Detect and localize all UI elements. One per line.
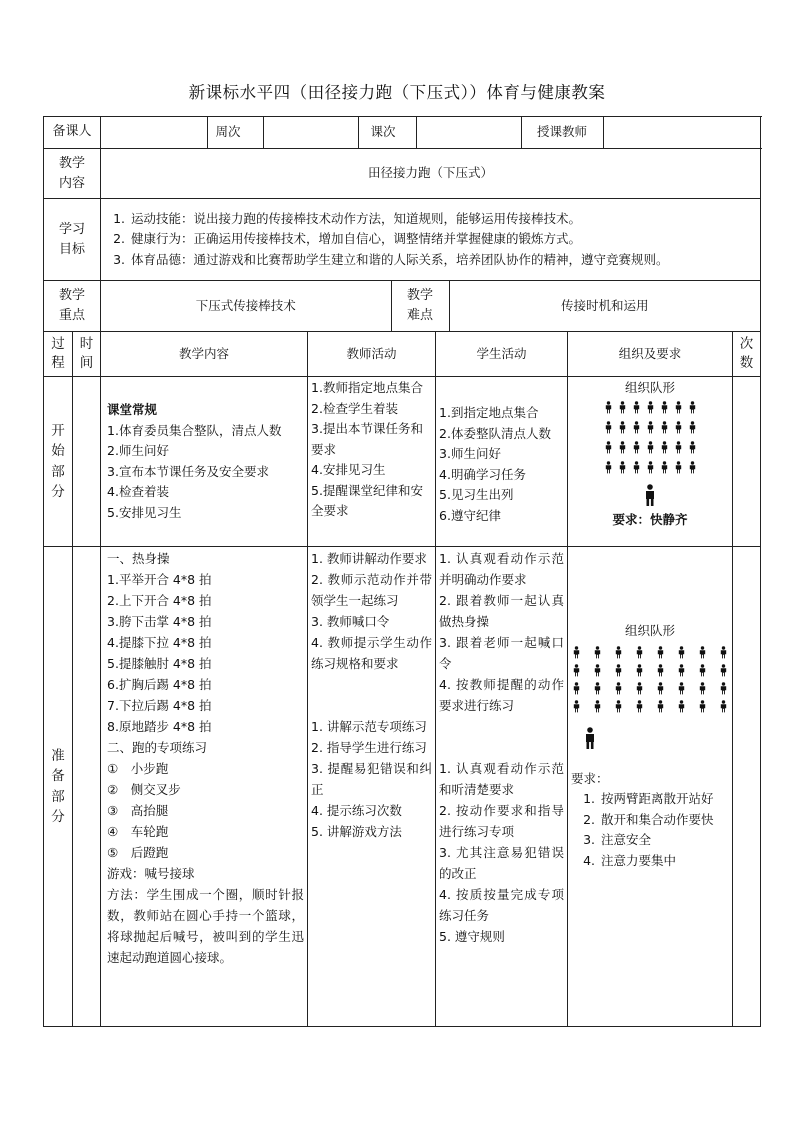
prep-requirement-item: 3. 注意安全 xyxy=(599,830,729,851)
prep-org-title: 组织队形 xyxy=(625,623,676,638)
student-figure-icon xyxy=(660,461,669,474)
student-figure-icon xyxy=(660,401,669,414)
student-figure-icon xyxy=(660,421,669,434)
prep-content-item: 二、跑的专项练习 xyxy=(107,740,208,755)
prep-student-item: 4. 按质按量完成专项练习任务 xyxy=(439,887,565,923)
student-figure-icon xyxy=(719,700,728,713)
prep-content-item: 游戏：喊号接球 xyxy=(107,866,195,881)
student-figure-icon xyxy=(593,682,602,695)
student-figure-icon xyxy=(656,646,665,659)
start-teacher-item: 5.提醒课堂纪律和安全要求 xyxy=(311,482,423,518)
student-figure-icon xyxy=(660,441,669,454)
student-figure-icon xyxy=(719,646,728,659)
start-label-text: 开始部分 xyxy=(51,422,65,500)
start-content-item: 1.体育委员集合整队，清点人数 xyxy=(107,422,282,438)
prep-teacher-item: 3. 提醒易犯错误和纠正 xyxy=(311,761,433,797)
student-figure-icon xyxy=(677,664,686,677)
start-formation xyxy=(571,401,729,474)
spacer xyxy=(311,674,432,716)
prep-part-row xyxy=(44,547,761,1027)
student-figure-icon xyxy=(646,441,655,454)
start-content-item: 2.师生问好 xyxy=(107,443,169,458)
prep-content-item: 5.提膝触肘 4*8 拍 xyxy=(107,656,212,671)
student-figure-icon xyxy=(635,700,644,713)
prep-teacher-item: 1. 讲解示范专项练习 xyxy=(311,719,427,734)
prep-content-item: ④ 车轮跑 xyxy=(107,824,169,839)
prep-teacher-item: 5. 讲解游戏方法 xyxy=(311,824,402,839)
prep-requirement-item: 2. 散开和集合动作要快 xyxy=(599,810,729,831)
objective-item: 1. 运动技能：说出接力跑的传接棒技术动作方法，知道规则，能够运用传接棒技术。 xyxy=(129,209,757,230)
lesson-label: 课次 xyxy=(358,117,416,148)
prep-content-item: 4.提膝下拉 4*8 拍 xyxy=(107,635,212,650)
student-figure-icon xyxy=(698,664,707,677)
student-figure-icon xyxy=(632,421,641,434)
student-figure-icon xyxy=(632,401,641,414)
student-figure-icon xyxy=(674,421,683,434)
start-heading: 课堂常规 xyxy=(107,402,158,417)
col-process-text: 过程 xyxy=(51,336,65,371)
prep-requirements xyxy=(571,789,729,871)
student-figure-icon xyxy=(614,664,623,677)
student-figure-icon xyxy=(674,401,683,414)
student-figure-icon xyxy=(677,682,686,695)
start-content-item: 3.宣布本节课任务及安全要求 xyxy=(107,463,269,479)
prep-content-item: 3.胯下击掌 4*8 拍 xyxy=(107,614,212,629)
prep-count xyxy=(733,547,761,1027)
prep-formation xyxy=(571,646,729,713)
col-process xyxy=(44,332,73,377)
student-figure-icon xyxy=(674,461,683,474)
student-figure-icon xyxy=(632,461,641,474)
student-figure-icon xyxy=(632,441,641,454)
student-figure-icon xyxy=(674,441,683,454)
start-teacher-item: 1.教师指定地点集合 xyxy=(311,380,423,395)
start-student-item: 6.遵守纪律 xyxy=(439,507,501,523)
student-figure-icon xyxy=(614,646,623,659)
preparer-value[interactable] xyxy=(101,117,207,148)
prep-student-item: 2. 跟着教师一起认真做热身操 xyxy=(439,593,565,629)
prep-teacher xyxy=(308,547,436,1027)
objective-item: 2. 健康行为：正确运用传接棒技术，增加自信心，调整情绪并掌握健康的锻炼方式。 xyxy=(129,229,757,250)
prep-content-item: 6.扩胸后踢 4*8 拍 xyxy=(107,677,212,692)
student-figure-icon xyxy=(593,700,602,713)
prep-student-item: 3. 尤其注意易犯错误的改正 xyxy=(439,845,565,881)
start-organization xyxy=(568,377,733,547)
student-figure-icon xyxy=(688,461,697,474)
prep-student-item: 4. 按教师提醒的动作要求进行练习 xyxy=(439,677,565,713)
student-figure-icon xyxy=(604,441,613,454)
start-student-item: 3.师生问好 xyxy=(439,446,501,461)
teacher-figure-icon xyxy=(643,484,657,506)
objectives-list xyxy=(107,209,757,271)
prep-content-item: 一、热身操 xyxy=(107,551,170,566)
page-title: 新课标水平四（田径接力跑（下压式））体育与健康教案 xyxy=(188,83,606,102)
key-label-text: 教学重点 xyxy=(58,288,85,323)
start-org-title: 组织队形 xyxy=(625,380,676,395)
prep-content-item: ① 小步跑 xyxy=(107,761,169,776)
student-figure-icon xyxy=(677,646,686,659)
student-figure-icon xyxy=(604,401,613,414)
prep-teacher-item: 4. 提示练习次数 xyxy=(311,803,402,818)
prep-label-text: 准备部分 xyxy=(51,747,65,825)
start-count xyxy=(733,377,761,547)
difficulty-label xyxy=(391,281,449,331)
prep-content-item: ③ 高抬腿 xyxy=(107,803,169,818)
student-figure-icon xyxy=(572,700,581,713)
col-organization: 组织及要求 xyxy=(568,332,733,377)
prep-content-item: 8.原地踏步 4*8 拍 xyxy=(107,719,212,734)
student-figure-icon xyxy=(593,664,602,677)
key-label xyxy=(44,281,101,332)
student-figure-icon xyxy=(572,682,581,695)
header-row xyxy=(44,117,761,149)
start-label xyxy=(44,377,73,547)
start-time xyxy=(73,377,101,547)
start-part-row xyxy=(44,377,761,547)
start-student-item: 4.明确学习任务 xyxy=(439,466,526,482)
spacer xyxy=(439,716,564,758)
prep-student-item: 3. 跟着老师一起喊口令 xyxy=(439,635,565,671)
start-student xyxy=(436,377,568,547)
col-teacher: 教师活动 xyxy=(308,332,436,377)
student-figure-icon xyxy=(593,646,602,659)
col-time-text: 时间 xyxy=(79,336,94,371)
prep-req-label: 要求： xyxy=(571,770,609,786)
student-figure-icon xyxy=(572,664,581,677)
start-teacher-item: 2.检查学生着装 xyxy=(311,400,398,416)
student-figure-icon xyxy=(656,700,665,713)
objectives-label xyxy=(44,199,101,281)
content-label-text: 教学内容 xyxy=(58,155,85,191)
difficulty-value: 传接时机和运用 xyxy=(561,297,649,313)
prep-content-item: 方法：学生围成一个圈，顺时针报数，教师站在圆心手持一个篮球，将球抛起后喊号，被叫到的学生迅速起动跑道圆心接球。 xyxy=(107,887,305,965)
start-content xyxy=(101,377,308,547)
student-figure-icon xyxy=(618,441,627,454)
start-student-item: 5.见习生出列 xyxy=(439,487,514,502)
prep-organization xyxy=(568,547,733,1027)
week-value[interactable] xyxy=(263,117,358,148)
difficulty-label-text: 教学难点 xyxy=(407,288,434,323)
student-figure-icon xyxy=(719,664,728,677)
start-content-item: 4.检查着装 xyxy=(107,484,169,499)
prep-teacher-item: 3. 教师喊口令 xyxy=(311,614,390,629)
teacher-value[interactable] xyxy=(603,117,760,148)
lesson-value[interactable] xyxy=(416,117,521,148)
student-figure-icon xyxy=(635,646,644,659)
student-figure-icon xyxy=(572,646,581,659)
week-label: 周次 xyxy=(207,117,263,148)
student-figure-icon xyxy=(656,682,665,695)
content-label xyxy=(44,149,101,199)
student-figure-icon xyxy=(646,421,655,434)
prep-requirement-item: 1. 按两臂距离散开站好 xyxy=(599,789,729,810)
lesson-plan-table xyxy=(43,116,761,1027)
student-figure-icon xyxy=(614,682,623,695)
start-teacher-item: 4.安排见习生 xyxy=(311,462,386,477)
start-content-item: 5.安排见习生 xyxy=(107,504,182,520)
focus-row xyxy=(44,281,761,332)
objective-item: 3. 体育品德：通过游戏和比赛帮助学生建立和谐的人际关系，培养团队协作的精神，遵守竞赛规则。 xyxy=(129,250,757,271)
student-figure-icon xyxy=(688,401,697,414)
col-student: 学生活动 xyxy=(436,332,568,377)
start-teacher-item: 3.提出本节课任务和要求 xyxy=(311,421,423,457)
prep-student-item: 1. 认真观看动作示范并明确动作要求 xyxy=(439,551,565,587)
prep-teacher-item: 4. 教师提示学生动作练习规格和要求 xyxy=(311,635,433,671)
prep-requirement-item: 4. 注意力要集中 xyxy=(599,851,729,872)
col-count xyxy=(733,332,761,377)
objectives-row xyxy=(44,199,761,281)
prep-content-item: 7.下拉后踢 4*8 拍 xyxy=(107,698,212,713)
student-figure-icon xyxy=(688,441,697,454)
start-org-requirement: 要求：快静齐 xyxy=(612,511,688,527)
prep-student xyxy=(436,547,568,1027)
student-figure-icon xyxy=(618,401,627,414)
preparer-label: 备课人 xyxy=(44,117,101,149)
student-figure-icon xyxy=(635,682,644,695)
student-figure-icon xyxy=(646,401,655,414)
prep-content-item: 2.上下开合 4*8 拍 xyxy=(107,593,212,608)
student-figure-icon xyxy=(698,682,707,695)
col-count-text: 次数 xyxy=(739,336,754,371)
prep-teacher-item: 2. 指导学生进行练习 xyxy=(311,740,427,755)
student-figure-icon xyxy=(688,421,697,434)
student-figure-icon xyxy=(618,421,627,434)
prep-label xyxy=(44,547,73,1027)
student-figure-icon xyxy=(618,461,627,474)
prep-content-item: 1.平举开合 4*8 拍 xyxy=(107,572,212,587)
prep-content xyxy=(101,547,308,1027)
student-figure-icon xyxy=(614,700,623,713)
student-figure-icon xyxy=(604,421,613,434)
start-student-item: 1.到指定地点集合 xyxy=(439,405,539,420)
student-figure-icon xyxy=(604,461,613,474)
prep-student-item: 2. 按动作要求和指导进行练习专项 xyxy=(439,803,565,839)
student-figure-icon xyxy=(698,700,707,713)
prep-time xyxy=(73,547,101,1027)
prep-teacher-item: 2. 教师示范动作并带领学生一起练习 xyxy=(311,572,433,608)
prep-content-item: ⑤ 后蹬跑 xyxy=(107,845,169,860)
teacher-label: 授课教师 xyxy=(521,117,603,148)
student-figure-icon xyxy=(698,646,707,659)
prep-student-item: 5. 遵守规则 xyxy=(439,929,505,944)
start-student-item: 2.体委整队清点人数 xyxy=(439,425,551,441)
student-figure-icon xyxy=(656,664,665,677)
key-value: 下压式传接棒技术 xyxy=(101,281,391,331)
prep-student-item: 1. 认真观看动作示范和听清楚要求 xyxy=(439,761,565,797)
student-figure-icon xyxy=(646,461,655,474)
column-header-row xyxy=(44,332,761,377)
col-content: 教学内容 xyxy=(101,332,308,377)
prep-content-item: ② 侧交叉步 xyxy=(107,782,181,797)
content-row xyxy=(44,149,761,199)
objectives-label-text: 学习目标 xyxy=(58,221,85,257)
start-teacher xyxy=(308,377,436,547)
prep-teacher-item: 1. 教师讲解动作要求 xyxy=(311,551,427,566)
content-value: 田径接力跑（下压式） xyxy=(101,149,761,199)
student-figure-icon xyxy=(677,700,686,713)
student-figure-icon xyxy=(635,664,644,677)
teacher-figure-icon xyxy=(583,727,597,749)
student-figure-icon xyxy=(719,682,728,695)
col-time xyxy=(73,332,101,377)
